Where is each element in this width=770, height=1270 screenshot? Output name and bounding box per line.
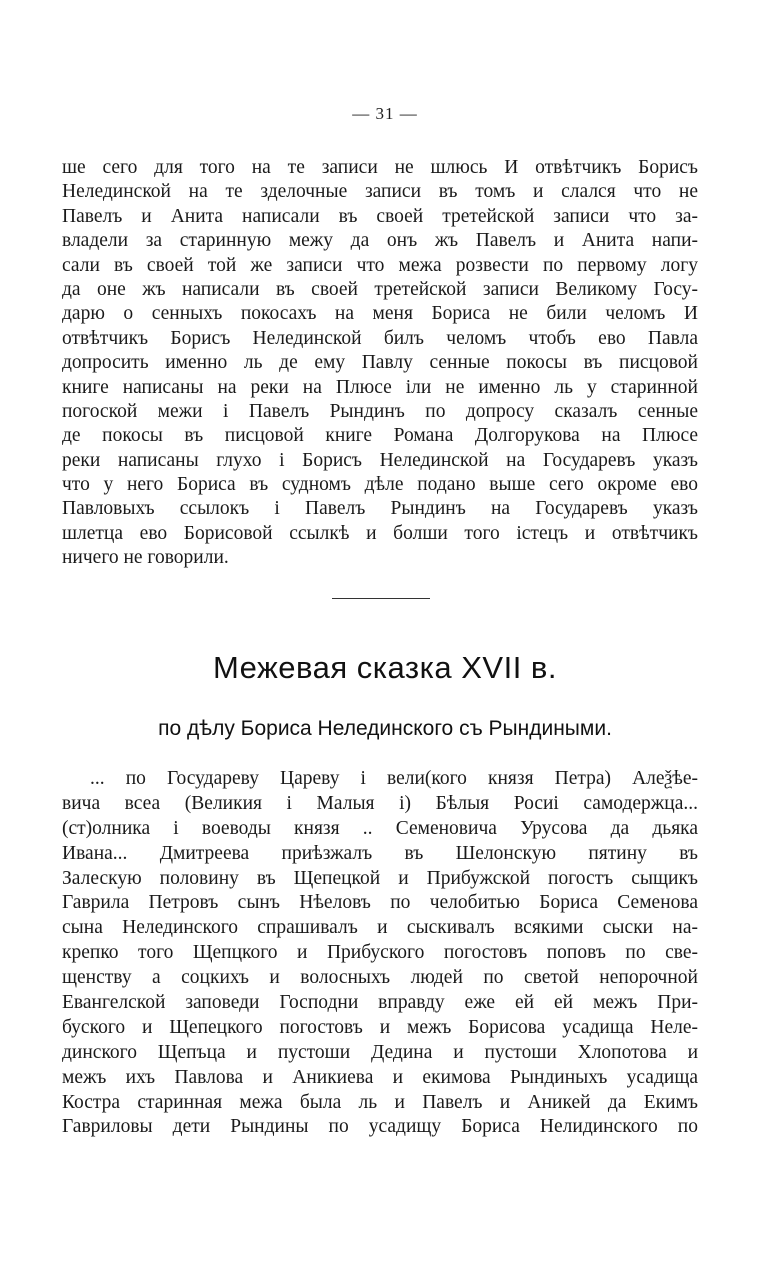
text-line: владели за старинную межу да онъ жъ Павелъ и Анита напи- xyxy=(62,230,698,252)
text-line: Гавриловы дети Рындины по усадищу Бориса Нелидинского по xyxy=(62,1116,698,1138)
text-line: да оне жъ написали въ своей третейской записи Великому Госу- xyxy=(62,278,698,300)
text-line: ничего не говорили. xyxy=(62,547,229,569)
text-line: Костра старинная межа была ль и Павелъ и Аникей да Екимъ xyxy=(62,1091,698,1113)
text-line: Ивана... Дмитреева приѣзжалъ въ Шелонскую пятину въ xyxy=(62,842,698,864)
section-divider xyxy=(332,598,430,599)
continued-paragraph xyxy=(62,156,698,571)
text-line: Нелединской на те зделочные записи въ томъ и слался что не xyxy=(62,181,698,203)
text-line: вича всеа (Великия i Малыя i) Бѣлыя Росиi самодержца... xyxy=(62,792,698,814)
text-line: сали въ своей той же записи что межа розвести по первому логу xyxy=(62,254,698,276)
text-line: щенству а соцкихъ и волосныхъ людей по светой непорочной xyxy=(62,967,698,989)
text-line: де покосы въ писцовой книге Романа Долгорукова на Плюсе xyxy=(62,425,698,447)
text-line: дарю о сенныхъ покосахъ на меня Бориса не били челомъ И xyxy=(62,303,698,325)
text-line: Евангелской заповеди Господни вправду еже ей ей межъ При- xyxy=(62,992,698,1014)
text-line: (ст)олника i воеводы князя .. Семеновича Урусова да дьяка xyxy=(62,817,698,839)
text-line: динского Щепъца и пустоши Дедина и пустоши Хлопотова и xyxy=(62,1041,698,1063)
text-line: допросить именно ль де ему Павлу сенные покосы въ писцовой xyxy=(62,352,698,374)
text-line: сына Нелединского спрашивалъ и сыскивалъ всякими сыски на- xyxy=(62,917,698,939)
text-line: Гаврила Петровъ сынъ Нѣеловъ по челобитью Бориса Семенова xyxy=(62,892,698,914)
section-heading: Межевая сказка XVII в. xyxy=(212,650,558,685)
text-line: погоской межи i Павелъ Рындинъ по допросу сказалъ сенные xyxy=(62,400,698,422)
text-line: крепко того Щепцкого и Прибуского погостовъ поповъ по све- xyxy=(62,942,698,964)
text-line: шлетца ево Борисовой ссылкѣ и болши того iстецъ и отвѣтчикъ xyxy=(62,522,698,544)
section-subheading: по дѣлу Бориса Нелединского съ Рындиными. xyxy=(158,717,612,740)
text-line: что у него Бориса въ судномъ дѣле подано выше сего окроме ево xyxy=(62,474,698,496)
text-line: буского и Щепецкого погостовъ и межъ Борисова усадища Неле- xyxy=(62,1016,698,1038)
page-number: — 31 — xyxy=(352,104,418,123)
text-line: отвѣтчикъ Борисъ Нелединской билъ челомъ чтобъ ево Павла xyxy=(62,327,698,349)
text-line: реки написаны глухо i Борисъ Нелединской на Государевъ указъ xyxy=(62,449,698,471)
text-line: ... по Государеву Цареву i вели(кого князя Петра) Алеѯѣе- xyxy=(90,768,698,789)
text-line: ше сего для того на те записи не шлюсь И отвѣтчикъ Борисъ xyxy=(62,157,698,178)
text-line: межъ ихъ Павлова и Аникиева и екимова Рындиныхъ усадища xyxy=(62,1066,698,1088)
text-line: Павелъ и Анита написали въ своей третейской записи что за- xyxy=(62,205,698,227)
text-line: Залескую половину въ Щепецкой и Прибужской погостъ сыщикъ xyxy=(62,867,698,889)
document-paragraph xyxy=(62,767,698,1140)
text-line: Павловыхъ ссылокъ i Павелъ Рындинъ на Государевъ указъ xyxy=(62,498,698,520)
text-line: книге написаны на реки на Плюсе iли не именно ль у старинной xyxy=(62,376,698,398)
